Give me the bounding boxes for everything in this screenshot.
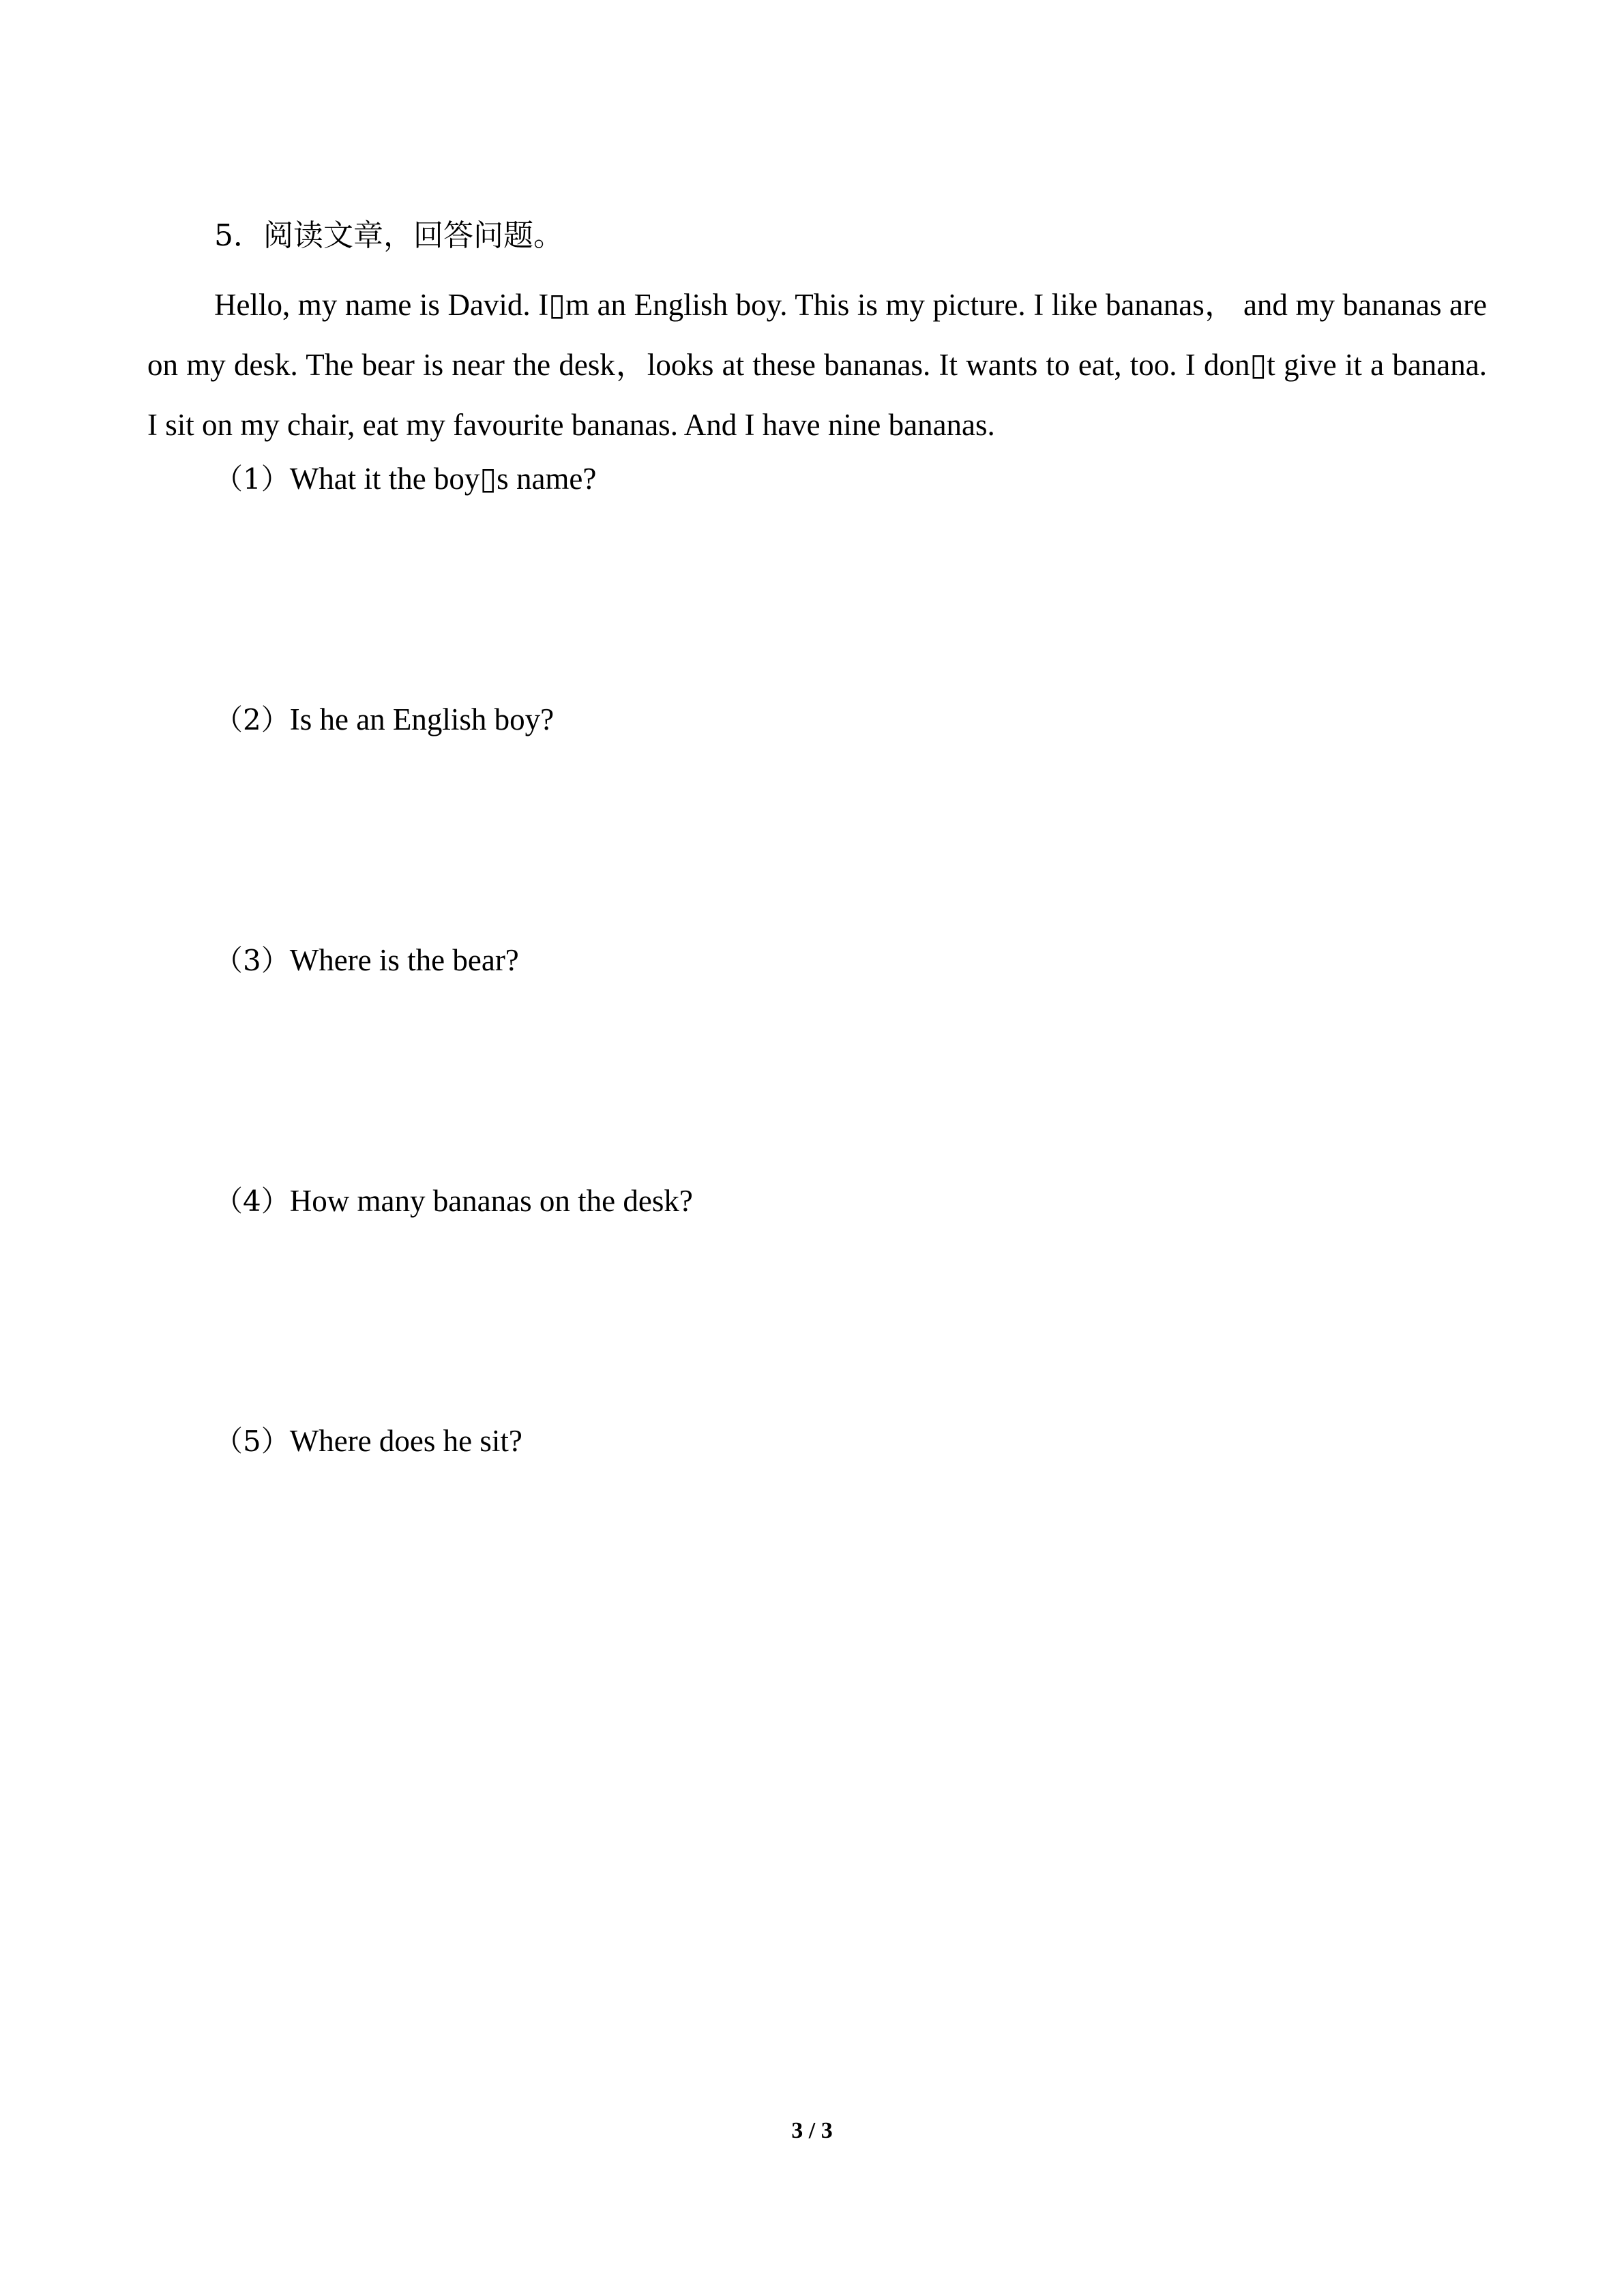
question-text: How many bananas on the desk?	[289, 1184, 693, 1218]
question-number: （1）	[214, 462, 290, 496]
question-text: Is he an English boy?	[289, 702, 555, 736]
question-1	[214, 458, 596, 500]
question-text: What it the boy▯s name?	[289, 462, 597, 496]
question-text: Where is the bear?	[289, 943, 519, 977]
question-number: （5）	[214, 1425, 290, 1458]
page-number: 3 / 3	[791, 2118, 833, 2143]
exercise-heading: 5．阅读文章，回答问题。	[214, 218, 563, 253]
reading-passage: Hello, my name is David. I▯m an English boy. This is my picture. I like bananas， and my bananas are on my desk. The bear is near the desk，looks at these bananas. It wants to eat, too. I don▯t give it a banana. I sit on my chair, eat my favourite bananas. And I have nine bananas.	[147, 288, 1487, 442]
question-number: （4）	[214, 1184, 290, 1218]
question-number: （3）	[214, 944, 290, 977]
question-5	[214, 1420, 522, 1462]
question-text: Where does he sit?	[289, 1424, 522, 1458]
question-4	[214, 1180, 693, 1222]
question-2	[214, 699, 554, 741]
question-number: （2）	[214, 703, 290, 736]
question-3	[214, 940, 519, 981]
